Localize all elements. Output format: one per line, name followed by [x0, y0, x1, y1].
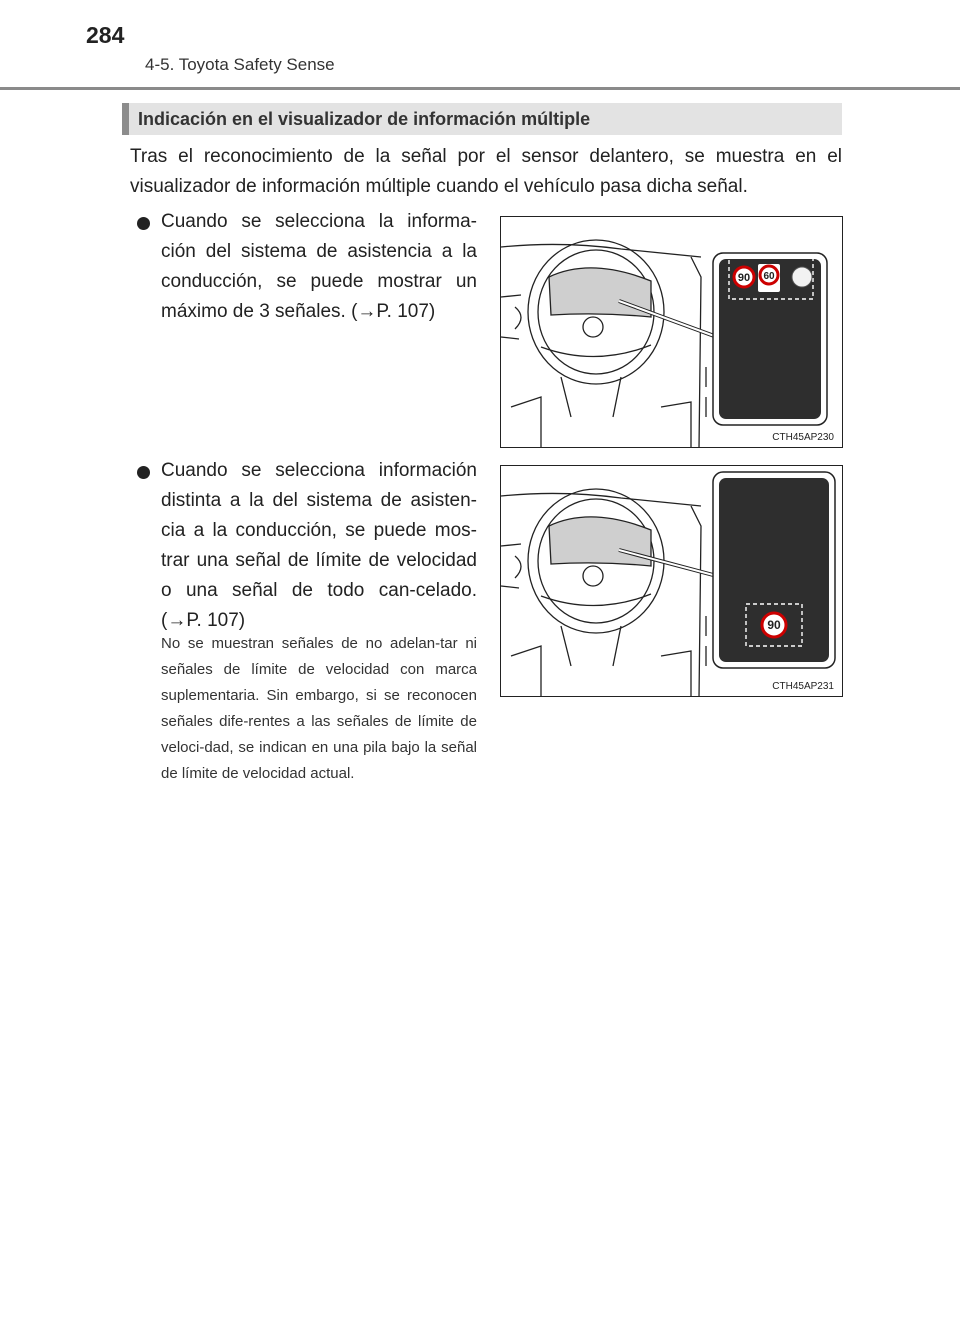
note-paragraph: No se muestran señales de no adelan-tar ni señales de límite de velocidad con marca suplementaria. Sin embargo, si se reconocen señales dife-rentes a las señales de límite de veloci-dad, se indican en una pila bajo la señal de límite de velocidad actual. — [161, 635, 477, 782]
heading-accent — [122, 103, 129, 135]
subsection-heading — [122, 103, 842, 135]
bullet-icon — [137, 466, 150, 479]
sign-labels — [501, 217, 843, 448]
figure-code: CTH45AP230 — [772, 432, 834, 443]
intro-paragraph: Tras el reconocimiento de la señal por el sensor delantero, se muestra en el visualizador de información múltiple cuando el vehículo pasa dicha señal. — [130, 146, 842, 197]
sign-labels — [501, 466, 843, 697]
bullet-item — [137, 207, 477, 327]
section-title: 4-5. Toyota Safety Sense — [145, 55, 335, 74]
figure-code: CTH45AP231 — [772, 681, 834, 692]
bullet-item — [137, 456, 477, 636]
dashboard-illustration — [500, 216, 843, 448]
speed-sign-90: 90 — [767, 618, 781, 632]
bullet-icon — [137, 217, 150, 230]
speed-sign-90: 90 — [737, 272, 751, 284]
subsection-heading-text: Indicación en el visualizador de información múltiple — [138, 109, 591, 129]
bullet-text: Cuando se selecciona información distinta a la del sistema de asisten-cia a la conducción, se puede mos-trar una señal de límite de velocidad o una señal de todo can-celado. (→P. 107) — [161, 460, 477, 631]
page-number: 284 — [86, 22, 125, 48]
bullet-text: Cuando se selecciona la informa-ción del sistema de asistencia a la conducción, se puede mostrar un máximo de 3 señales. (→P. 107) — [161, 211, 477, 322]
speed-sign-60: 60 — [763, 271, 775, 282]
dashboard-illustration — [500, 465, 843, 697]
header-divider — [0, 87, 960, 90]
